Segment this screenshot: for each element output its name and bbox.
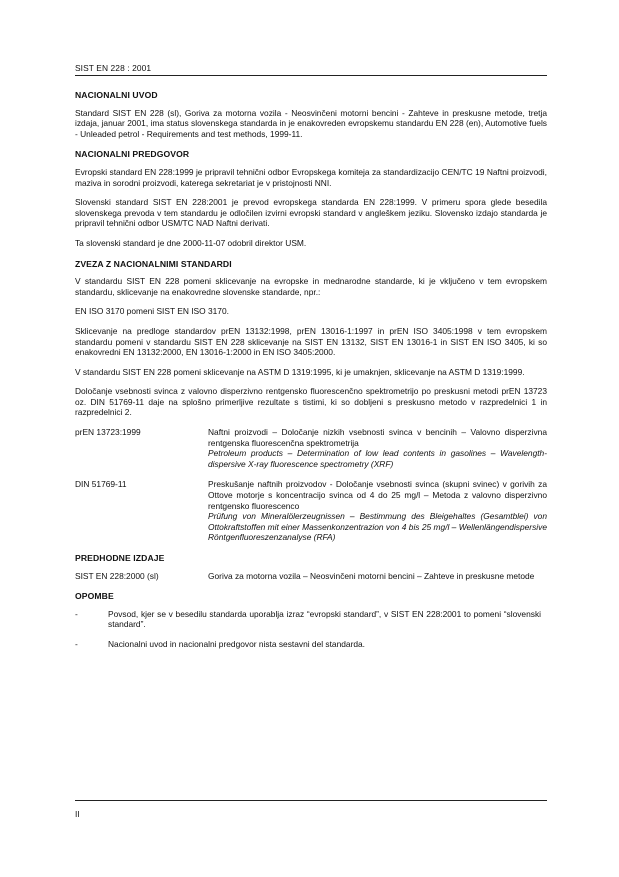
previous-edition-code: SIST EN 228:2000 (sl) — [75, 570, 159, 581]
section-nacionalni-uvod — [75, 90, 547, 139]
section-zveza-z-nacionalnimi-standardi — [75, 259, 547, 543]
reference-code: DIN 51769-11 — [75, 479, 127, 490]
note-bullet: - — [75, 608, 78, 619]
section-heading: NACIONALNI UVOD — [75, 90, 158, 100]
section-predhodne-izdaje — [75, 553, 547, 581]
paragraph: Določanje vsebnosti svinca z valovno disperzivno rentgensko fluorescenčno spektrometrijo po preskusni metodi prEN 13723 oz. DIN 51769-11 daje na splošno primerljive rezultate s tistimi, ki so dobljeni s preskusno metodo v razpredelnici 1 in razpredelnici 2. — [75, 386, 547, 418]
page-number: II — [75, 809, 80, 819]
reference-code: prEN 13723:1999 — [75, 427, 141, 438]
paragraph: Sklicevanje na predloge standardov prEN 13132:1998, prEN 13016-1:1997 in prEN ISO 3405:1998 v tem evropskem standardu pomeni v standardu SIST EN 228 sklicevanje na SIST EN 13132, SIST EN 13016-1 in SIST EN ISO 3405, ki so enakovredni EN 13132:2000, EN 13016-1:2000 in EN ISO 3405:2000. — [75, 325, 547, 358]
note-bullet: - — [75, 638, 78, 649]
note-item — [75, 639, 547, 650]
paragraph: V standardu SIST EN 228 pomeni sklicevanje na ASTM D 1319:1995, ki je umaknjen, sklicevanje na ASTM D 1319:1999. — [75, 366, 525, 377]
previous-edition-title: Goriva za motorna vozila – Neosvinčeni motorni bencini – Zahteve in preskusne metode — [208, 570, 535, 581]
paragraph: Standard SIST EN 228 (sl), Goriva za motorna vozila - Neosvinčeni motorni bencini - Zahteve in preskusne metode, tretja izdaja, januar 2001, ima status slovenskega standarda in je enakovreden evropskemu standardu EN 228 (en), Automotive fuels - Unleaded petrol - Requirements and test methods, 1999-11. — [75, 107, 547, 139]
section-heading: OPOMBE — [75, 591, 114, 602]
paragraph: Ta slovenski standard je dne 2000-11-07 odobril direktor USM. — [75, 237, 307, 248]
header-rule — [75, 75, 547, 76]
reference-title-slovene: Naftni proizvodi – Določanje nizkih vsebnosti svinca v bencinih – Valovno disperzivna rentgenska fluorescenčna spektrometrija — [208, 427, 547, 448]
note-text: Nacionalni uvod in nacionalni predgovor nista sestavni del standarda. — [108, 638, 365, 649]
reference-row — [75, 427, 547, 469]
document-id-header: SIST EN 228 : 2001 — [75, 63, 152, 73]
section-heading: PREDHODNE IZDAJE — [75, 553, 165, 563]
reference-title-foreign: Petroleum products – Determination of low lead contents in gasolines – Wavelength-dispersive X-ray fluorescence spectrometry (XRF) — [208, 448, 547, 469]
note-item — [75, 609, 547, 630]
section-nacionalni-predgovor — [75, 149, 547, 248]
section-opombe — [75, 591, 547, 649]
paragraph: V standardu SIST EN 228 pomeni sklicevanje na evropske in mednarodne standarde, ki je vključeno v tem evropskem standardu, sklicevanje na enakovredne slovenske standarde, npr.: — [75, 276, 547, 297]
paragraph: Slovenski standard SIST EN 228:2001 je prevod evropskega standarda EN 228:1999. V primeru spora glede besedila slovenskega prevoda v tem standardu je odločilen izvirni evropski standard v angleškem jeziku. Slovensko izdajo standarda je pripravil tehnični odbor USM/TC NAD Naftni derivati. — [75, 197, 547, 229]
reference-description — [208, 427, 547, 469]
reference-description — [208, 479, 547, 543]
paragraph: Evropski standard EN 228:1999 je pripravil tehnični odbor Evropskega komiteja za standardizacijo CEN/TC 19 Naftni proizvodi, maziva in sorodni proizvodi, katerega sekretariat je v pristojnosti NNI. — [75, 166, 547, 188]
document-page — [75, 0, 547, 877]
note-text: Povsod, kjer se v besedilu standarda uporablja izraz “evropski standard”, v SIST EN 228:2001 to pomeni “slovenski standard”. — [108, 608, 541, 630]
reference-title-slovene: Preskušanje naftnih proizvodov - Določanje vsebnosti svinca (skupni svinec) v gorivih za Ottove motorje s koncentracijo svinca od 4 do 25 mg/l – Metoda z valovno disperzivno rentgensko fluorescenco — [208, 479, 547, 511]
section-heading: ZVEZA Z NACIONALNIMI STANDARDI — [75, 258, 232, 269]
section-heading: NACIONALNI PREDGOVOR — [75, 149, 190, 160]
reference-title-foreign: Prüfung von Mineralölerzeugnissen – Bestimmung des Bleigehaltes (Gesamtblei) von Ottokraftstoffen mit einer Massenkonzentrazion von 4 bis 25 mg/l – Wellenlängendispersive Röntgenfluoreszenzanalyse (RFA) — [208, 511, 547, 543]
previous-edition-row — [75, 571, 547, 582]
paragraph: EN ISO 3170 pomeni SIST EN ISO 3170. — [75, 306, 229, 317]
reference-row — [75, 479, 547, 543]
document-body — [75, 90, 547, 659]
footer-rule — [75, 800, 547, 801]
